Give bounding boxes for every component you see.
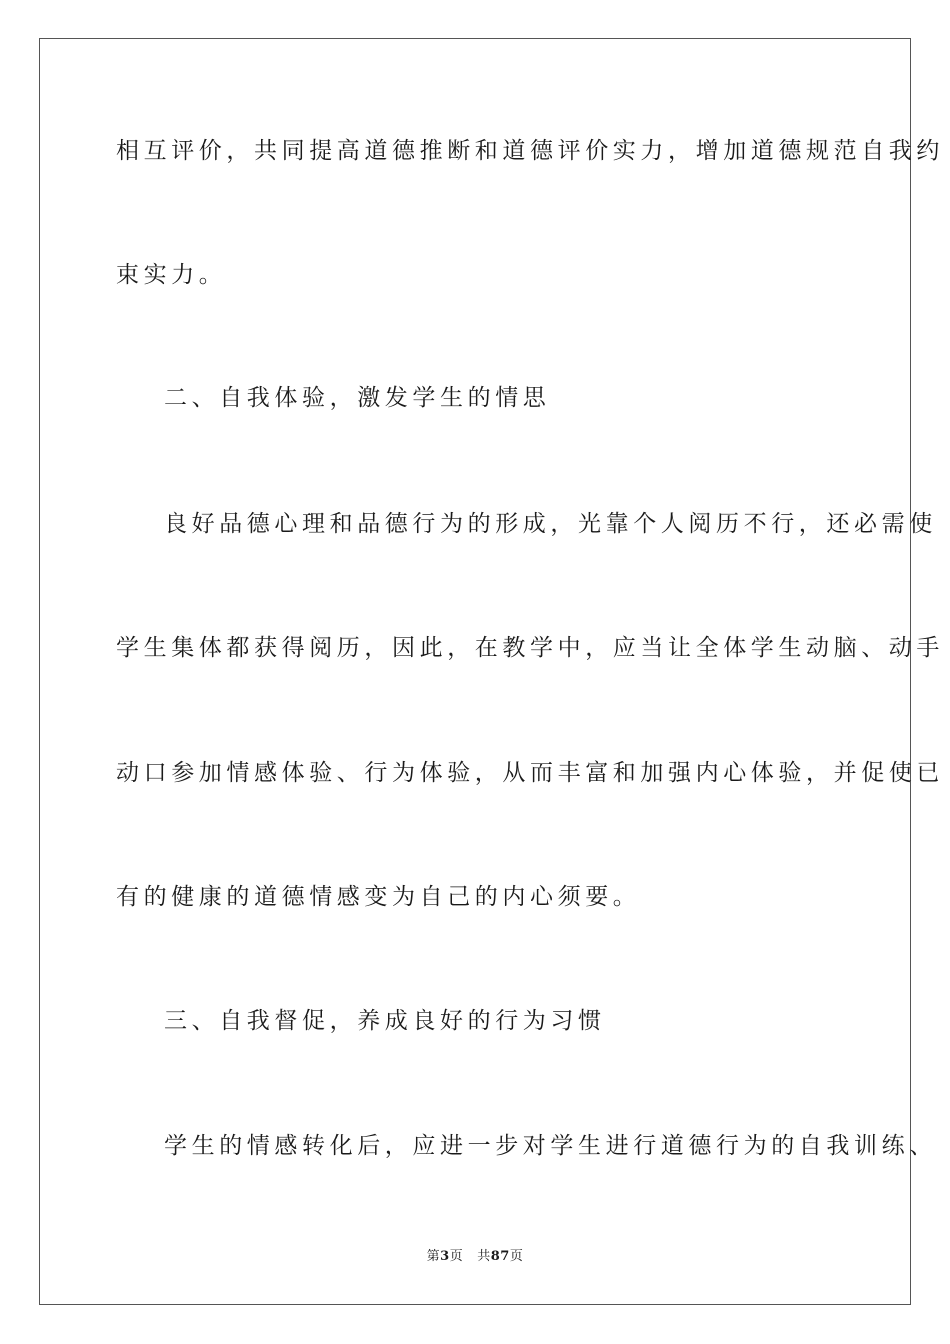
section-heading: 三、自我督促，养成良好的行为习惯 (164, 1008, 606, 1034)
total-suffix: 页 (509, 1249, 524, 1264)
body-text-line: 束实力。 (116, 262, 227, 288)
body-text-line: 动口参加情感体验、行为体验，从而丰富和加强内心体验，并促使已 (116, 760, 944, 786)
body-text-line: 相互评价，共同提高道德推断和道德评价实力，增加道德规范自我约 (116, 138, 944, 164)
body-text-line: 有的健康的道德情感变为自己的内心须要。 (116, 884, 641, 910)
paragraph-first-line: 良好品德心理和品德行为的形成，光靠个人阅历不行，还必需使 (164, 511, 937, 537)
page-border (39, 38, 944, 1305)
section-heading: 二、自我体验，激发学生的情思 (164, 385, 551, 411)
body-text-line: 学生集体都获得阅历，因此，在教学中，应当让全体学生动脑、动手 (116, 635, 944, 661)
page-number: 3 (440, 1249, 450, 1264)
paragraph-first-line: 学生的情感转化后，应进一步对学生进行道德行为的自我训练、 (164, 1133, 937, 1159)
total-prefix: 共 (477, 1249, 491, 1264)
total-pages: 87 (490, 1249, 510, 1264)
page-footer (0, 1249, 950, 1265)
page-suffix: 页 (449, 1249, 464, 1264)
page-prefix: 第 (426, 1249, 441, 1264)
